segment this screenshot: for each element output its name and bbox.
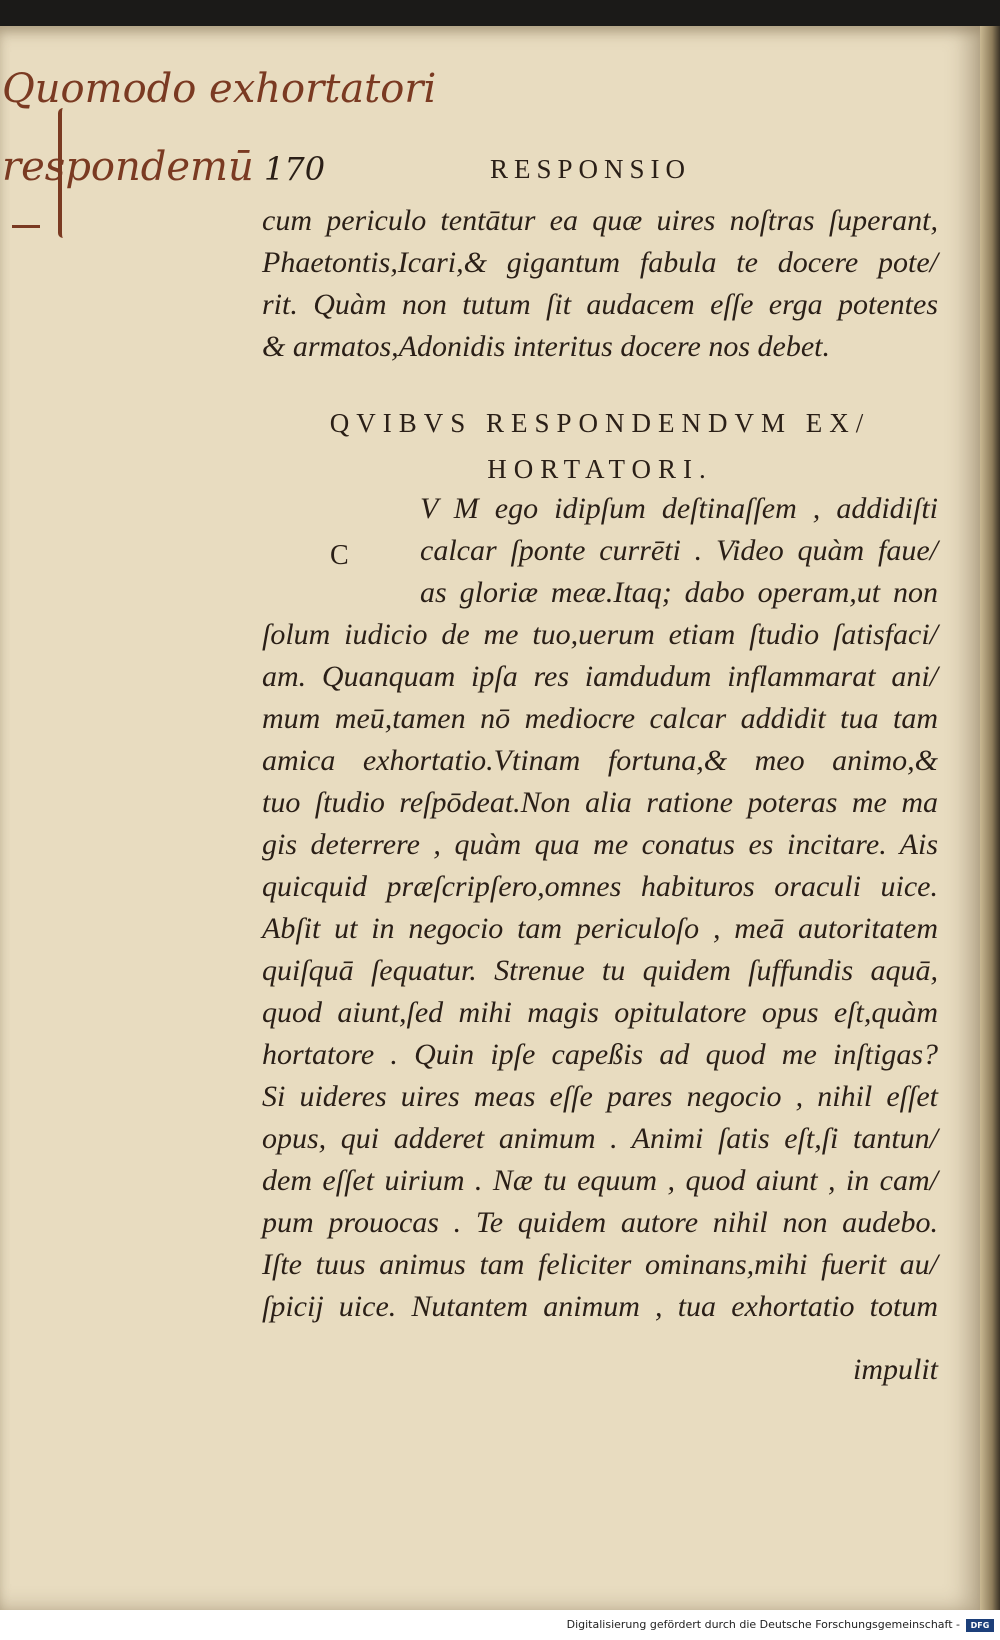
- text-line: ſpicij uice. Nutantem animum , tua exhortatio totum: [262, 1290, 938, 1323]
- marginalia-dash: [12, 225, 40, 228]
- paragraph-1: [262, 200, 938, 368]
- text-line: opus, qui adderet animum . Animi ſatis eſt,ſi tantun/: [262, 1122, 938, 1155]
- text-line: & armatos,Adonidis interitus docere nos debet.: [262, 330, 831, 363]
- text-line: as gloriæ meæ.Itaq; dabo operam,ut non: [420, 576, 938, 609]
- text-line: mum meū,tamen nō mediocre calcar addidit tua tam: [262, 702, 938, 735]
- drop-initial: C: [330, 540, 349, 571]
- marginalia-stroke: [58, 108, 68, 238]
- dfg-logo: DFG: [966, 1619, 994, 1632]
- text-line: tuo ſtudio reſpōdeat.Non alia ratione poteras me ma: [262, 786, 938, 819]
- marginalia-line-1: Quomodo exhortatori: [2, 66, 437, 112]
- text-line: quicquid præſcripſero,omnes habituros oraculi uice.: [262, 870, 938, 903]
- section-heading: [262, 400, 938, 492]
- text-line: Iſte tuus animus tam feliciter ominans,mihi fuerit au/: [262, 1248, 938, 1281]
- text-line: pum prouocas . Te quidem autore nihil non audebo.: [262, 1206, 938, 1239]
- text-line: cum periculo tentātur ea quæ uires noſtras ſuperant,: [262, 204, 938, 237]
- text-line: calcar ſponte currēti . Video quàm faue/: [420, 534, 938, 567]
- heading-line-2: HORTATORI.: [487, 454, 713, 484]
- paragraph-2: [262, 488, 938, 1328]
- text-line: ſolum iudicio de me tuo,uerum etiam ſtudio ſatisfaci/: [262, 618, 938, 651]
- funding-credit: Digitalisierung gefördert durch die Deutsche Forschungsgemeinschaft -: [566, 1618, 960, 1631]
- page-gutter-shadow: [980, 26, 1000, 1610]
- text-line: Si uideres uires meas eſſe pares negocio , nihil eſſet: [262, 1080, 938, 1113]
- page-header: [264, 150, 924, 194]
- text-line: gis deterrere , quàm qua me conatus es incitare. Ais: [262, 828, 938, 861]
- text-line: am. Quanquam ipſa res iamdudum inflammarat ani/: [262, 660, 938, 693]
- page-number: 170: [264, 150, 326, 188]
- text-line: Phaetontis,Icari,& gigantum fabula te docere pote/: [262, 246, 938, 279]
- catchword: impulit: [852, 1353, 938, 1386]
- text-line: quiſquā ſequatur. Strenue tu quidem ſuffundis aquā,: [262, 954, 938, 987]
- text-line: hortatore . Quin ipſe capeßis ad quod me inſtigas?: [262, 1038, 938, 1071]
- text-line: quod aiunt,ſed mihi magis opitulatore opus eſt,quàm: [262, 996, 938, 1029]
- text-line: rit. Quàm non tutum ſit audacem eſſe erga potentes: [262, 288, 938, 321]
- text-line: amica exhortatio.Vtinam fortuna,& meo animo,&: [262, 744, 938, 777]
- text-line: Abſit ut in negocio tam periculoſo , meā autoritatem: [262, 912, 938, 945]
- heading-line-1: QVIBVS RESPONDENDVM EX/: [329, 408, 871, 438]
- text-line: dem eſſet uirium . Næ tu equum , quod aiunt , in cam/: [262, 1164, 938, 1197]
- running-head: RESPONSIO: [490, 154, 692, 184]
- text-line: V M ego idipſum deſtinaſſem , addidiſti: [420, 492, 938, 525]
- marginalia-line-2: respondemū: [2, 144, 254, 190]
- footer-bar: [0, 1610, 1000, 1640]
